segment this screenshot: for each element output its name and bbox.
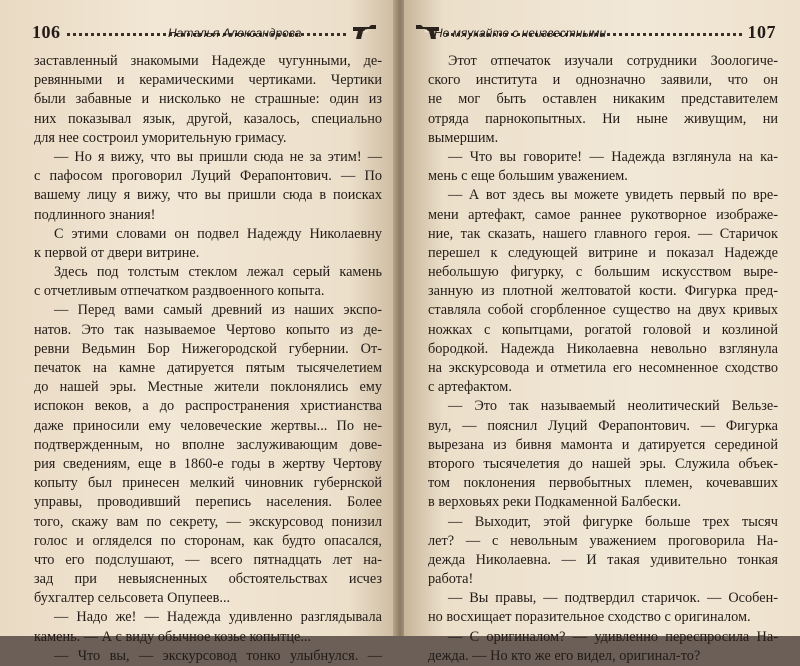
text-line: того, скажу вам по секрету, — экскурсовод понизил — [34, 513, 382, 530]
text-line: Здесь под толстым стеклом лежал серый камень — [54, 264, 382, 281]
text-line: управы, проводивший перепись населения. Более — [34, 494, 382, 511]
text-line: занную из плотной желтоватой кости. Фигурка пред- — [428, 283, 778, 300]
text-line: с отчетливым отпечатком раздвоенного копыта. — [34, 283, 325, 300]
left-page-body — [34, 52, 382, 666]
text-line: ревянными и керамическими чертиками. Чертики — [34, 72, 382, 89]
text-line: том поклонения первобытных племен, кочевавших — [428, 475, 778, 492]
text-line: небольшую фигурку, с большим искусством выре- — [428, 264, 778, 281]
right-page-body — [428, 52, 778, 666]
text-line: — А вот здесь вы можете увидеть первый по вре- — [448, 187, 778, 204]
text-line: бородкой. Надежда Николаевна невольно взглянула — [428, 340, 778, 357]
text-line: с артефактом. — [428, 379, 512, 396]
text-line: испокон веков, а до распространения христианства — [34, 398, 382, 415]
text-line: С этими словами он подвел Надежду Николаевну — [54, 225, 382, 242]
text-line: мень с еще большим уважением. — [428, 168, 628, 185]
running-head-title: Не мяукайте с неизвестными — [434, 26, 607, 40]
text-line: отряда парнокопытных. Ни ныне живущим, ни — [428, 110, 778, 127]
text-line: в верховьях реки Подкаменной Балбески. — [428, 494, 682, 511]
text-line: лет? — с невольным уважением проговорила На- — [428, 532, 778, 549]
text-line: — Перед вами самый древний из наших экспо- — [54, 302, 382, 319]
text-line: — Что вы, — экскурсовод тонко улыбнулся. — — [54, 647, 382, 664]
text-line: заставленный знакомыми Надежде чугунными, де- — [34, 53, 382, 69]
text-line: ставляла собой сгорбленное существо на двух кривых — [428, 302, 778, 319]
text-line: — Выходит, этой фигурке больше трех тысяч — [448, 513, 778, 530]
text-line: были забавные и нисколько не страшные: один из — [34, 91, 382, 108]
text-line: натов. Это так называемое Чертово копыто из де- — [34, 321, 382, 338]
text-line: к первой от двери витрине. — [34, 244, 200, 261]
text-line: для нее состроил уморительную гримасу. — [34, 129, 287, 146]
text-line: перешел к следующей витрине и показал Надежде — [428, 244, 778, 261]
text-line: Этот отпечаток изучали сотрудники Зоологиче- — [448, 53, 778, 69]
running-head-author: Наталья Александрова — [168, 26, 302, 40]
text-line: но восхищает поразительное сходство с оригиналом. — [428, 609, 751, 626]
text-line: что его подслушают, — всего пятнадцать лет на- — [34, 551, 382, 568]
text-line: — Это так называемый неолитический Вельзе- — [448, 398, 778, 415]
text-line: подлинного знания! — [34, 206, 156, 223]
text-line: — С оригиналом? — удивленно переспросила На- — [448, 628, 778, 645]
text-line: подтвержденным, но вполне заслуживающим дове- — [34, 436, 382, 453]
text-line: мени артефакт, самое раннее рукотворное изображе- — [428, 206, 778, 223]
right-page — [404, 0, 800, 664]
text-line: зад при невыясненных обстоятельствах исчез — [34, 571, 382, 588]
text-line: копыту был принесен мелкий чиновник губернской — [34, 475, 382, 492]
text-line: — Надо же! — Надежда удивленно разглядывала — [54, 609, 382, 626]
text-line: них показывал язык, другой, казалось, специально — [34, 110, 382, 127]
text-line: дежда Николаевна. — И такая удивительно тонкая — [428, 551, 778, 568]
text-line: на экскурсовода и отметила его несомненное сходство — [428, 360, 778, 376]
text-line: — Вы правы, — подтвердил старичок. — Особен- — [448, 590, 778, 607]
text-line: до нашей эры. Местные жители поклонялись ему — [34, 379, 382, 396]
left-page — [0, 0, 396, 664]
text-line: рия сведениям, еще в 1860-е годы в жертву Чертову — [34, 455, 382, 472]
text-line: работа! — [428, 571, 474, 588]
text-line: бухгалтер сельсовета Опупеев... — [34, 590, 231, 607]
page-number-right: 107 — [747, 21, 776, 42]
text-line: печаток на камне датируется пятым тысячелетием — [34, 360, 382, 376]
text-line: вашему лицу я вижу, что вы пришли сюда в поисках — [34, 187, 382, 204]
text-line: вул, — пояснил Луций Ферапонтович. — Фигурка — [428, 417, 778, 434]
text-line: камень. — А с виду обычное козье копытце... — [34, 628, 312, 645]
page-number-left: 106 — [32, 21, 61, 42]
revolver-icon — [352, 24, 378, 40]
text-line: голос и огляделся по сторонам, как будто опасался, — [34, 532, 382, 549]
text-line: ножках с копытцами, рогатой головой и козлиной — [428, 321, 778, 338]
text-line: дежда. — Но кто же его видел, оригинал-то? — [428, 647, 701, 664]
text-line: — Что вы говорите! — Надежда взглянула на ка- — [448, 148, 778, 165]
text-line: ского института и однозначно заявили, что он — [428, 72, 778, 89]
text-line: вымершим. — [428, 129, 499, 146]
text-line: вырезана из бивня мамонта и датируется серединой — [428, 436, 778, 453]
text-line: не мог быть оставлен никаким представителем — [428, 91, 778, 108]
text-line: второго тысячелетия до нашей эры. Служила объек- — [428, 455, 778, 472]
text-line: с пафосом проговорил Луций Ферапонтович. — По — [34, 168, 382, 185]
text-line: даже приносили ему человеческие жертвы... По не- — [34, 417, 382, 434]
text-line: ревни Ведьмин Бор Нижегородской губернии. От- — [34, 340, 382, 357]
text-line: — Но я вижу, что вы пришли сюда не за этим! — — [54, 148, 382, 165]
text-line: ние, так сказать, нашего главного героя. — Старичок — [428, 225, 778, 242]
